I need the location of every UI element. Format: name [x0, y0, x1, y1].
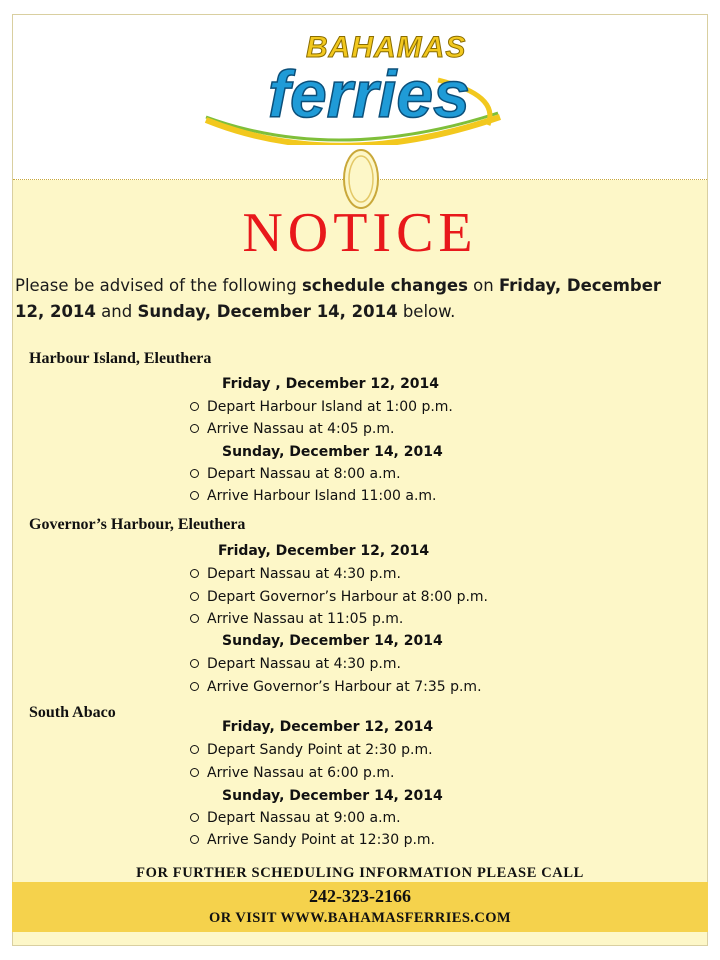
- schedule-item: Arrive Harbour Island 11:00 a.m.: [190, 488, 437, 504]
- schedule-item: Arrive Sandy Point at 12:30 p.m.: [190, 832, 435, 848]
- circle-bullet-icon: [190, 491, 199, 500]
- logo-text-bahamas: BAHAMAS: [306, 31, 467, 64]
- date-line: Friday , December 12, 2014: [222, 376, 440, 392]
- section-title-harbour-island: Harbour Island, Eleuthera: [29, 350, 212, 367]
- circle-bullet-icon: [190, 813, 199, 822]
- intro-paragraph: Please be advised of the following schedule changes on Friday, December 12, 2014 and Sunday, December 14, 2014 below.: [15, 276, 662, 321]
- circle-bullet-icon: [190, 768, 199, 777]
- schedule-item: Depart Nassau at 4:30 p.m.: [190, 566, 401, 582]
- circle-bullet-icon: [190, 614, 199, 623]
- schedule-item: Depart Nassau at 4:30 p.m.: [190, 656, 401, 672]
- section-title-governors-harbour: Governor’s Harbour, Eleuthera: [29, 516, 246, 533]
- schedule-item: Arrive Nassau at 4:05 p.m.: [190, 421, 394, 437]
- circle-bullet-icon: [190, 569, 199, 578]
- schedule-item: Arrive Governor’s Harbour at 7:35 p.m.: [190, 679, 482, 695]
- circle-bullet-icon: [190, 835, 199, 844]
- date-line: Sunday, December 14, 2014: [222, 444, 443, 460]
- circle-bullet-icon: [190, 682, 199, 691]
- schedule-item: Arrive Nassau at 11:05 p.m.: [190, 611, 403, 627]
- circle-bullet-icon: [190, 424, 199, 433]
- date-line: Sunday, December 14, 2014: [222, 633, 443, 649]
- circle-bullet-icon: [190, 469, 199, 478]
- footer-website[interactable]: OR VISIT WWW.BAHAMASFERRIES.COM: [209, 910, 511, 926]
- schedule-item: Depart Governor’s Harbour at 8:00 p.m.: [190, 589, 488, 605]
- notice-title: NOTICE: [242, 202, 478, 264]
- schedule-item: Arrive Nassau at 6:00 p.m.: [190, 765, 394, 781]
- schedule-item: Depart Nassau at 9:00 a.m.: [190, 810, 401, 826]
- circle-bullet-icon: [190, 592, 199, 601]
- logo-text-ferries: ferries: [268, 57, 470, 131]
- schedule-item: Depart Sandy Point at 2:30 p.m.: [190, 742, 433, 758]
- footer-call-text: FOR FURTHER SCHEDULING INFORMATION PLEASE CALL: [136, 865, 584, 881]
- bahamas-ferries-logo: [188, 25, 508, 145]
- date-line: Friday, December 12, 2014: [222, 719, 434, 735]
- section-title-south-abaco: South Abaco: [29, 704, 116, 721]
- circle-bullet-icon: [190, 402, 199, 411]
- date-line: Sunday, December 14, 2014: [222, 788, 443, 804]
- schedule-item: Depart Nassau at 8:00 a.m.: [190, 466, 401, 482]
- date-line: Friday, December 12, 2014: [218, 543, 430, 559]
- circle-bullet-icon: [190, 659, 199, 668]
- circle-bullet-icon: [190, 745, 199, 754]
- footer-phone[interactable]: 242-323-2166: [309, 886, 411, 906]
- schedule-item: Depart Harbour Island at 1:00 p.m.: [190, 399, 453, 415]
